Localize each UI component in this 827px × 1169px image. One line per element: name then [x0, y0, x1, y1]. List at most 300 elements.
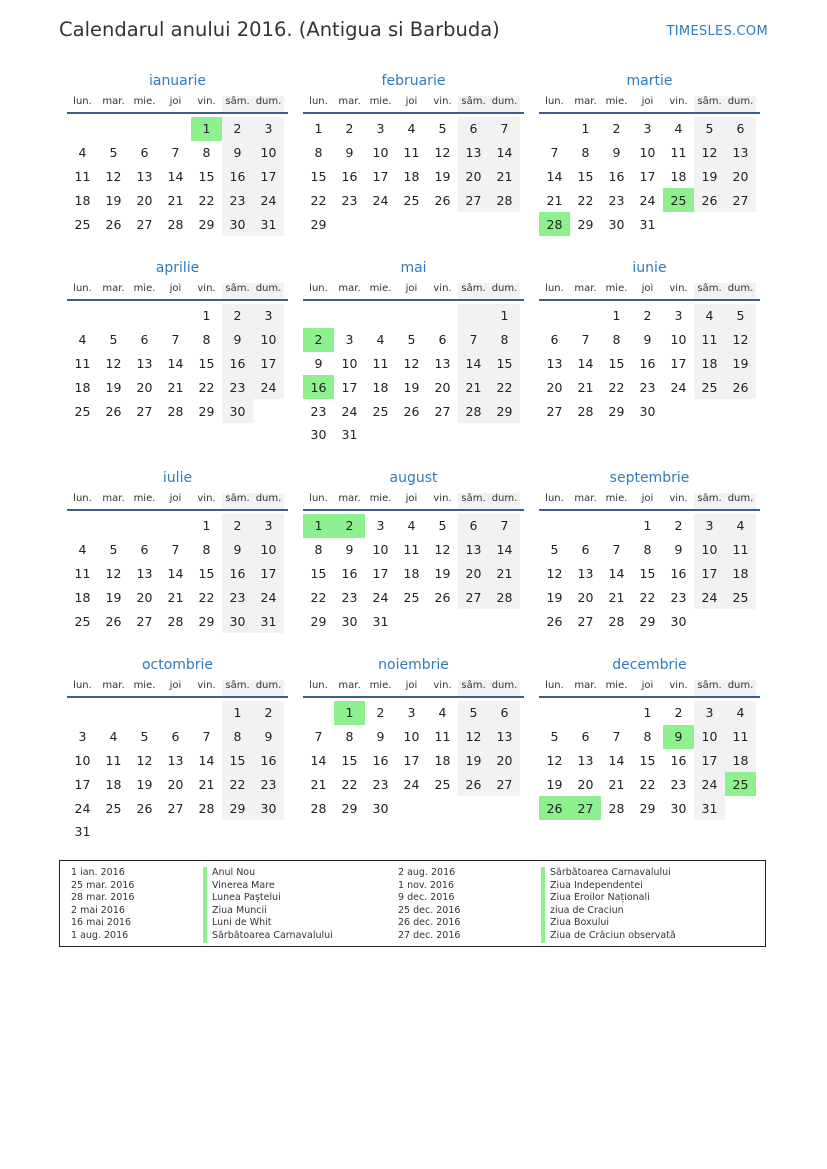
day-cell: 26: [694, 188, 725, 212]
day-cell: 15: [341, 752, 358, 768]
day-cell: 24: [694, 772, 725, 796]
day-cell: 2: [376, 705, 385, 721]
weekday-label: vin.: [669, 283, 688, 294]
day-cell: 29: [222, 796, 253, 820]
day-cell: 6: [725, 117, 756, 141]
day-cell: 26: [403, 403, 420, 419]
month-decembrie: [539, 656, 760, 820]
day-cell: 19: [105, 379, 122, 395]
day-cell: 4: [78, 145, 87, 161]
day-cell: 10: [74, 752, 91, 768]
empty-day-cell: [694, 212, 725, 236]
day-cell: 22: [310, 192, 327, 208]
empty-day-cell: [160, 820, 191, 844]
month-name: martie: [626, 73, 673, 89]
day-cell: 21: [310, 776, 327, 792]
empty-day-cell: [67, 117, 98, 141]
empty-day-cell: [160, 514, 191, 538]
weekday-label: joi: [169, 283, 182, 294]
weekday-label: mar.: [338, 283, 361, 294]
month-name: februarie: [381, 73, 446, 89]
empty-day-cell: [458, 304, 489, 328]
day-cell: 20: [458, 165, 489, 189]
weekday-header: [539, 493, 760, 511]
day-cell: 7: [489, 514, 520, 538]
day-cell: 14: [167, 565, 184, 581]
day-cell: 22: [577, 192, 594, 208]
empty-day-cell: [458, 423, 489, 447]
day-cell: 24: [372, 589, 389, 605]
weekday-label: sâm.: [222, 493, 253, 509]
day-cell: 29: [310, 216, 327, 232]
day-cell: 25: [74, 216, 91, 232]
empty-day-cell: [67, 304, 98, 328]
month-name: decembrie: [612, 657, 687, 673]
weekday-header: [539, 283, 760, 301]
day-cell: 12: [546, 752, 563, 768]
day-cell: 24: [372, 192, 389, 208]
day-cell: 11: [434, 729, 451, 745]
holiday-day-cell: 16: [303, 375, 334, 399]
day-cell: 24: [74, 800, 91, 816]
day-grid: [539, 117, 760, 236]
day-cell: 20: [136, 379, 153, 395]
day-cell: 20: [167, 776, 184, 792]
day-cell: 18: [670, 168, 687, 184]
day-cell: 12: [434, 542, 451, 558]
day-cell: 9: [314, 355, 323, 371]
weekday-label: mar.: [338, 680, 361, 691]
day-cell: 30: [670, 800, 687, 816]
weekday-label: lun.: [545, 283, 564, 294]
weekday-label: mar.: [574, 493, 597, 504]
day-cell: 6: [140, 145, 149, 161]
day-cell: 1: [643, 518, 652, 534]
day-cell: 31: [253, 609, 284, 633]
day-cell: 13: [136, 355, 153, 371]
day-cell: 4: [725, 701, 756, 725]
day-cell: 11: [403, 145, 420, 161]
day-cell: 9: [222, 141, 253, 165]
holiday-name: Vinerea Mare: [203, 880, 333, 893]
empty-day-cell: [67, 701, 98, 725]
weekday-header: [303, 283, 524, 301]
day-cell: 12: [105, 565, 122, 581]
day-cell: 20: [489, 749, 520, 773]
day-cell: 17: [253, 352, 284, 376]
day-cell: 5: [458, 701, 489, 725]
day-cell: 28: [577, 403, 594, 419]
weekday-label: mie.: [133, 96, 156, 107]
holiday-day-cell: 25: [663, 188, 694, 212]
day-grid: [303, 514, 524, 633]
weekday-label: joi: [641, 96, 654, 107]
day-cell: 26: [105, 613, 122, 629]
day-cell: 12: [105, 355, 122, 371]
day-cell: 13: [489, 725, 520, 749]
weekday-label: mie.: [605, 493, 628, 504]
day-cell: 16: [372, 752, 389, 768]
day-cell: 18: [372, 379, 389, 395]
day-cell: 18: [74, 589, 91, 605]
day-grid: [67, 514, 288, 633]
day-cell: 27: [136, 216, 153, 232]
weekday-label: lun.: [545, 96, 564, 107]
month-name: noiembrie: [378, 657, 449, 673]
day-cell: 12: [546, 565, 563, 581]
day-cell: 29: [198, 613, 215, 629]
day-cell: 16: [341, 168, 358, 184]
weekday-label: vin.: [669, 493, 688, 504]
day-cell: 5: [140, 729, 149, 745]
weekday-label: dum.: [253, 96, 284, 112]
day-cell: 19: [434, 168, 451, 184]
weekday-label: joi: [169, 680, 182, 691]
weekday-label: mie.: [369, 96, 392, 107]
day-cell: 14: [458, 352, 489, 376]
empty-day-cell: [129, 304, 160, 328]
empty-day-cell: [396, 212, 427, 236]
day-cell: 8: [612, 332, 621, 348]
day-cell: 23: [222, 188, 253, 212]
day-cell: 27: [434, 403, 451, 419]
month-septembrie: [539, 469, 760, 633]
day-cell: 3: [253, 304, 284, 328]
holiday-day-cell: 1: [191, 117, 222, 141]
day-cell: 20: [546, 379, 563, 395]
day-cell: 26: [434, 589, 451, 605]
month-februarie: [303, 72, 524, 236]
day-cell: 27: [577, 613, 594, 629]
empty-day-cell: [98, 820, 129, 844]
day-cell: 7: [489, 117, 520, 141]
weekday-label: mar.: [102, 96, 125, 107]
empty-day-cell: [334, 304, 365, 328]
day-grid: [539, 701, 760, 820]
weekday-label: joi: [641, 680, 654, 691]
day-cell: 10: [639, 145, 656, 161]
day-cell: 1: [202, 308, 211, 324]
day-cell: 20: [577, 776, 594, 792]
empty-day-cell: [570, 701, 601, 725]
empty-day-cell: [427, 796, 458, 820]
day-cell: 1: [643, 705, 652, 721]
day-cell: 19: [546, 589, 563, 605]
weekday-header: [303, 680, 524, 698]
day-cell: 3: [376, 518, 385, 534]
day-cell: 20: [725, 165, 756, 189]
empty-day-cell: [365, 212, 396, 236]
day-cell: 14: [489, 141, 520, 165]
day-cell: 12: [105, 168, 122, 184]
day-cell: 30: [639, 403, 656, 419]
day-cell: 15: [198, 565, 215, 581]
holiday-date: 2 mai 2016: [71, 904, 125, 916]
day-cell: 19: [136, 776, 153, 792]
empty-day-cell: [98, 117, 129, 141]
day-cell: 3: [407, 705, 416, 721]
day-cell: 5: [109, 145, 118, 161]
day-cell: 29: [198, 216, 215, 232]
day-cell: 28: [608, 613, 625, 629]
day-cell: 6: [581, 729, 590, 745]
weekday-label: mie.: [369, 283, 392, 294]
holiday-name: ziua de Craciun: [541, 905, 676, 918]
day-cell: 12: [136, 752, 153, 768]
day-cell: 6: [438, 332, 447, 348]
day-cell: 10: [253, 538, 284, 562]
day-cell: 13: [136, 168, 153, 184]
day-cell: 17: [74, 776, 91, 792]
day-cell: 9: [376, 729, 385, 745]
day-cell: 8: [222, 725, 253, 749]
day-cell: 23: [608, 192, 625, 208]
day-cell: 6: [140, 542, 149, 558]
day-cell: 8: [314, 542, 323, 558]
month-name: octombrie: [141, 657, 214, 673]
weekday-header: [67, 283, 288, 301]
empty-day-cell: [539, 304, 570, 328]
day-cell: 3: [694, 514, 725, 538]
weekday-label: sâm.: [222, 283, 253, 299]
day-cell: 14: [310, 752, 327, 768]
holiday-name: Ziua de Crăciun observată: [541, 930, 676, 943]
weekday-label: lun.: [309, 493, 328, 504]
day-cell: 2: [222, 304, 253, 328]
day-cell: 4: [694, 304, 725, 328]
weekday-header: [67, 493, 288, 511]
holiday-day-cell: 9: [663, 725, 694, 749]
day-cell: 7: [202, 729, 211, 745]
empty-day-cell: [303, 304, 334, 328]
weekday-header: [303, 96, 524, 114]
month-aprilie: [67, 259, 288, 423]
weekday-label: joi: [641, 493, 654, 504]
day-cell: 24: [253, 585, 284, 609]
day-cell: 7: [171, 542, 180, 558]
day-grid: [303, 304, 524, 447]
day-cell: 2: [643, 308, 652, 324]
day-grid: [539, 514, 760, 633]
day-cell: 4: [725, 514, 756, 538]
day-cell: 15: [310, 168, 327, 184]
day-cell: 2: [222, 514, 253, 538]
empty-day-cell: [253, 820, 284, 844]
day-cell: 16: [639, 355, 656, 371]
holiday-date: 1 nov. 2016: [398, 879, 454, 891]
weekday-label: sâm.: [694, 96, 725, 112]
empty-day-cell: [601, 514, 632, 538]
day-cell: 7: [458, 328, 489, 352]
day-cell: 20: [434, 379, 451, 395]
day-cell: 16: [222, 562, 253, 586]
day-cell: 12: [725, 328, 756, 352]
day-cell: 11: [725, 538, 756, 562]
day-grid: [67, 304, 288, 423]
day-cell: 19: [546, 776, 563, 792]
day-cell: 10: [372, 542, 389, 558]
holiday-name: Sărbătoarea Carnavalului: [203, 930, 333, 943]
day-cell: 18: [74, 379, 91, 395]
day-cell: 14: [167, 168, 184, 184]
day-cell: 29: [608, 403, 625, 419]
day-cell: 30: [222, 399, 253, 423]
day-cell: 25: [403, 589, 420, 605]
weekday-label: mar.: [102, 680, 125, 691]
day-cell: 23: [222, 375, 253, 399]
empty-day-cell: [222, 820, 253, 844]
day-cell: 27: [489, 772, 520, 796]
day-cell: 6: [458, 514, 489, 538]
day-cell: 9: [612, 145, 621, 161]
empty-day-cell: [98, 514, 129, 538]
empty-day-cell: [725, 399, 756, 423]
day-cell: 30: [222, 212, 253, 236]
empty-day-cell: [601, 701, 632, 725]
day-cell: 27: [136, 403, 153, 419]
weekday-label: joi: [405, 283, 418, 294]
day-cell: 13: [725, 141, 756, 165]
day-cell: 21: [167, 192, 184, 208]
weekday-label: sâm.: [458, 96, 489, 112]
day-cell: 24: [403, 776, 420, 792]
day-cell: 19: [105, 589, 122, 605]
weekday-label: vin.: [197, 680, 216, 691]
empty-day-cell: [458, 609, 489, 633]
day-cell: 14: [608, 752, 625, 768]
day-cell: 12: [403, 355, 420, 371]
day-cell: 28: [198, 800, 215, 816]
day-cell: 21: [167, 589, 184, 605]
day-cell: 14: [489, 538, 520, 562]
day-cell: 13: [434, 355, 451, 371]
day-cell: 31: [253, 212, 284, 236]
day-cell: 4: [674, 121, 683, 137]
holiday-date: 1 ian. 2016: [71, 867, 125, 878]
day-cell: 20: [458, 562, 489, 586]
holiday-date: 27 dec. 2016: [398, 929, 461, 941]
day-cell: 5: [438, 518, 447, 534]
day-cell: 25: [372, 403, 389, 419]
day-cell: 4: [109, 729, 118, 745]
day-cell: 21: [577, 379, 594, 395]
weekday-label: dum.: [253, 283, 284, 299]
day-cell: 10: [372, 145, 389, 161]
day-cell: 28: [458, 399, 489, 423]
holiday-date: 16 mai 2016: [71, 917, 132, 929]
day-cell: 17: [341, 379, 358, 395]
holiday-day-cell: 27: [570, 796, 601, 820]
weekday-label: sâm.: [458, 283, 489, 299]
brand-link[interactable]: TIMESLES.COM: [666, 24, 768, 39]
holiday-day-cell: 1: [303, 514, 334, 538]
weekday-label: sâm.: [694, 680, 725, 696]
weekday-label: lun.: [309, 96, 328, 107]
weekday-label: mar.: [102, 283, 125, 294]
day-cell: 3: [345, 332, 354, 348]
day-cell: 24: [670, 379, 687, 395]
empty-day-cell: [191, 820, 222, 844]
day-grid: [303, 117, 524, 236]
empty-day-cell: [365, 304, 396, 328]
empty-day-cell: [129, 820, 160, 844]
day-cell: 15: [489, 352, 520, 376]
holiday-date: 2 aug. 2016: [398, 867, 456, 878]
month-august: [303, 469, 524, 633]
holiday-legend: [59, 860, 766, 947]
weekday-label: dum.: [489, 493, 520, 509]
day-cell: 28: [167, 403, 184, 419]
weekday-label: vin.: [197, 493, 216, 504]
weekday-label: mie.: [133, 493, 156, 504]
weekday-header: [539, 96, 760, 114]
month-name: septembrie: [609, 470, 690, 486]
empty-day-cell: [427, 212, 458, 236]
day-cell: 9: [345, 542, 354, 558]
weekday-label: vin.: [669, 96, 688, 107]
day-cell: 25: [694, 375, 725, 399]
day-cell: 31: [74, 824, 91, 840]
empty-day-cell: [539, 117, 570, 141]
day-cell: 3: [78, 729, 87, 745]
empty-day-cell: [396, 304, 427, 328]
day-cell: 17: [253, 165, 284, 189]
day-cell: 8: [581, 145, 590, 161]
day-cell: 3: [694, 701, 725, 725]
day-cell: 7: [612, 729, 621, 745]
day-cell: 17: [670, 355, 687, 371]
weekday-label: dum.: [725, 680, 756, 696]
day-cell: 30: [310, 427, 327, 443]
day-cell: 3: [253, 117, 284, 141]
day-cell: 26: [725, 375, 756, 399]
day-cell: 25: [74, 613, 91, 629]
day-cell: 12: [694, 141, 725, 165]
day-cell: 24: [639, 192, 656, 208]
day-cell: 22: [198, 379, 215, 395]
day-cell: 13: [577, 752, 594, 768]
day-cell: 11: [694, 328, 725, 352]
holiday-day-cell: 25: [725, 772, 756, 796]
weekday-label: mar.: [102, 493, 125, 504]
weekday-label: lun.: [73, 680, 92, 691]
day-cell: 19: [694, 165, 725, 189]
day-cell: 11: [403, 542, 420, 558]
day-cell: 16: [222, 352, 253, 376]
day-cell: 15: [577, 168, 594, 184]
weekday-label: mar.: [338, 493, 361, 504]
month-iulie: [67, 469, 288, 633]
day-cell: 28: [489, 585, 520, 609]
day-cell: 5: [109, 542, 118, 558]
day-cell: 23: [670, 589, 687, 605]
empty-day-cell: [160, 701, 191, 725]
empty-day-cell: [253, 399, 284, 423]
day-cell: 8: [202, 332, 211, 348]
empty-day-cell: [160, 304, 191, 328]
weekday-label: dum.: [725, 283, 756, 299]
weekday-label: sâm.: [222, 680, 253, 696]
empty-day-cell: [458, 796, 489, 820]
weekday-label: sâm.: [222, 96, 253, 112]
day-cell: 23: [253, 772, 284, 796]
day-cell: 23: [310, 403, 327, 419]
empty-day-cell: [334, 212, 365, 236]
day-cell: 15: [639, 752, 656, 768]
day-grid: [67, 117, 288, 236]
day-cell: 26: [105, 403, 122, 419]
holiday-date: 1 aug. 2016: [71, 929, 129, 941]
